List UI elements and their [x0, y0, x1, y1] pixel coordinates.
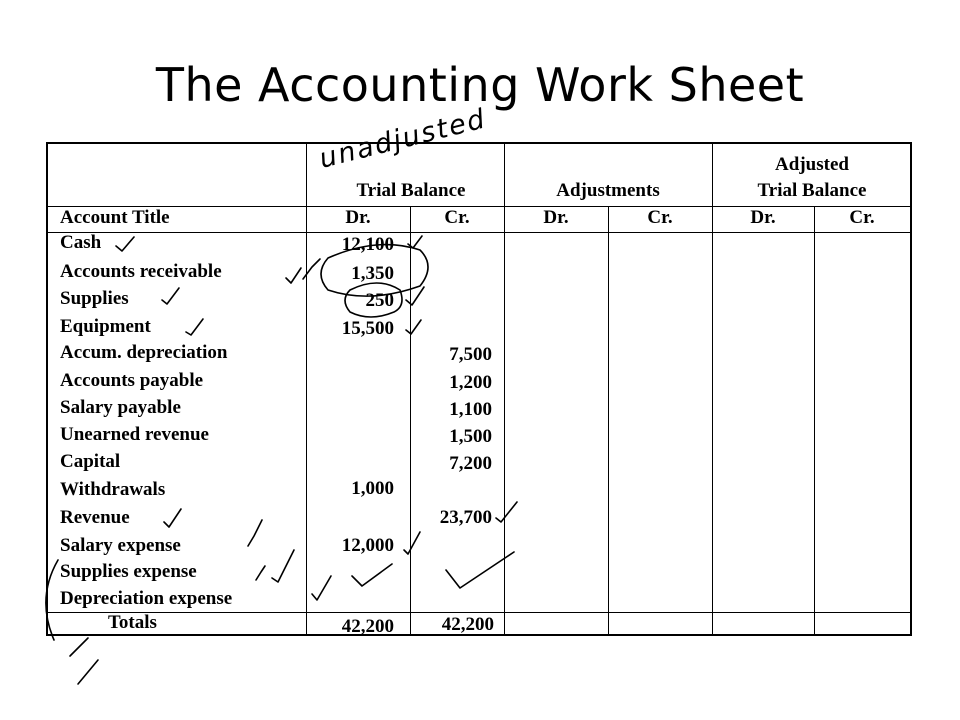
account-title: Accum. depreciation [60, 342, 228, 363]
slide-title: The Accounting Work Sheet [155, 58, 805, 112]
account-title: Accounts payable [60, 370, 204, 391]
trial-balance-cr-cell: 1,500 [449, 426, 492, 447]
header-adjustments: Adjustments [556, 180, 660, 201]
header-atb-cr: Cr. [849, 207, 875, 228]
totals-rule [48, 612, 910, 613]
bracket-mark [78, 660, 98, 684]
account-title: Depreciation expense [60, 588, 233, 609]
account-title: Unearned revenue [60, 424, 209, 445]
account-title: Equipment [60, 316, 151, 337]
totals-label: Totals [108, 612, 157, 633]
totals-dr: 42,200 [341, 616, 394, 637]
header-adjusted-line1: Adjusted [775, 154, 849, 175]
account-title: Accounts receivable [60, 261, 222, 282]
handwritten-unadjusted-note: unadjusted [316, 103, 490, 175]
account-title: Withdrawals [60, 479, 166, 500]
bracket-mark [70, 638, 88, 656]
trial-balance-cr-cell: 7,500 [449, 344, 492, 365]
account-title: Capital [60, 451, 121, 472]
header-trial-balance: Trial Balance [356, 180, 466, 201]
adjustments-mid-rule [608, 206, 609, 634]
header-adj-dr: Dr. [543, 207, 569, 228]
column-header-rule [48, 232, 910, 233]
totals-cr: 42,200 [441, 614, 494, 635]
header-tb-dr: Dr. [345, 207, 371, 228]
trial-balance-cr-cell: 1,200 [449, 372, 492, 393]
header-tb-cr: Cr. [444, 207, 470, 228]
account-title: Revenue [60, 507, 130, 528]
trial-balance-dr-cell: 15,500 [341, 318, 394, 339]
trial-balance-dr-cell: 1,350 [351, 263, 394, 284]
trial-balance-cr-cell: 1,100 [449, 399, 492, 420]
account-title: Salary payable [60, 397, 181, 418]
account-title: Supplies expense [60, 561, 197, 582]
account-title: Salary expense [60, 535, 181, 556]
account-title: Cash [60, 232, 102, 253]
header-atb-dr: Dr. [750, 207, 776, 228]
header-adj-cr: Cr. [647, 207, 673, 228]
trial-balance-dr-cell: 250 [365, 290, 394, 311]
trial-balance-cr-cell: 7,200 [449, 453, 492, 474]
header-account-title: Account Title [60, 207, 170, 228]
header-adjusted-line2: Trial Balance [757, 180, 867, 201]
account-title: Supplies [60, 288, 129, 309]
adjusted-mid-rule [814, 206, 815, 634]
trial-balance-dr-cell: 12,100 [341, 234, 394, 255]
trial-balance-dr-cell: 12,000 [341, 535, 394, 556]
trial-balance-cr-cell: 23,700 [439, 507, 492, 528]
trial-balance-dr-cell: 1,000 [351, 478, 394, 499]
